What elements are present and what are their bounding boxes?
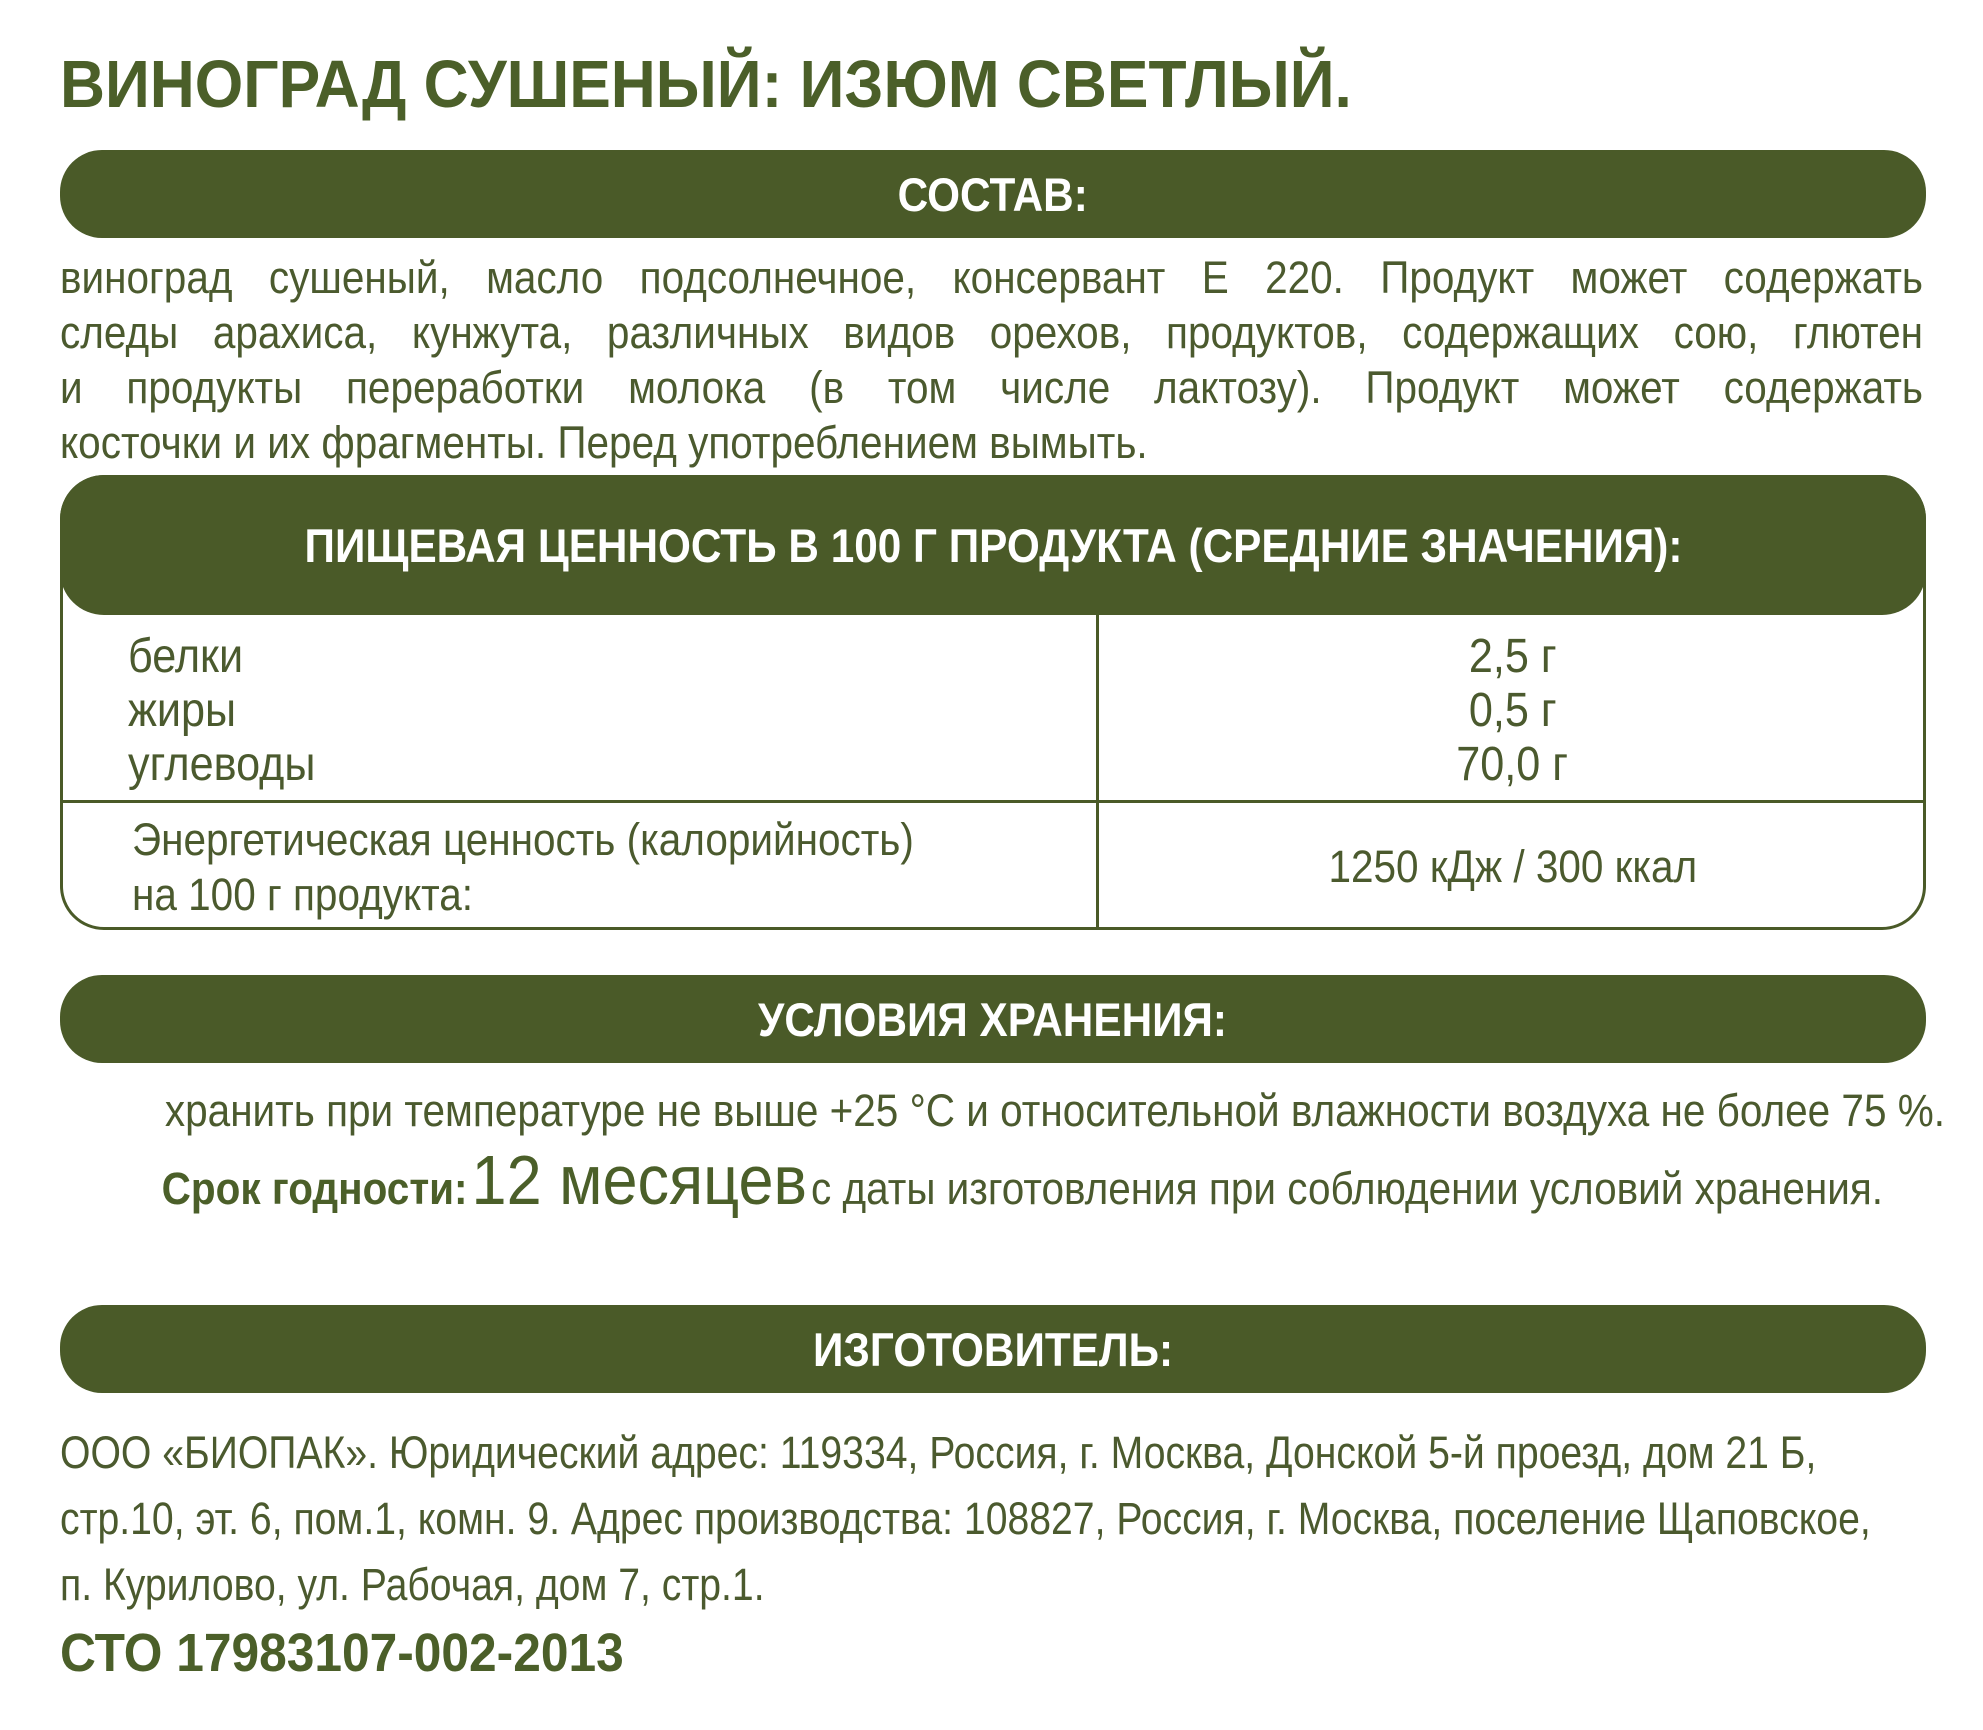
energy-label xyxy=(132,812,914,922)
manufacturer-line-2: стр.10, эт. 6, пом.1, комн. 9. Адрес производства: 108827, Россия, г. Москва, поселение Щаповское, xyxy=(60,1493,1871,1544)
manufacturer-text xyxy=(60,1420,1871,1618)
manufacturer-heading-bar xyxy=(60,1305,1926,1393)
composition-text xyxy=(60,250,1923,470)
manufacturer-heading: ИЗГОТОВИТЕЛЬ: xyxy=(812,1322,1174,1376)
manufacturer-line-1: ООО «БИОПАК». Юридический адрес: 119334, Россия, г. Москва, Донской 5-й проезд, дом 21 Б, xyxy=(60,1427,1817,1478)
nutrient-name-carbs: углеводы xyxy=(128,738,316,791)
standard-code: СТО 17983107-002-2013 xyxy=(60,1623,624,1683)
storage-conditions: хранить при температуре не выше +25 °С и относительной влажности воздуха не более 75 %. xyxy=(164,1085,1945,1136)
energy-label-line-1: Энергетическая ценность (калорийность) xyxy=(132,814,914,865)
table-row-divider xyxy=(60,800,1926,803)
energy-label-line-2: на 100 г продукта: xyxy=(132,869,474,920)
shelf-life-value: 12 месяцев xyxy=(471,1141,807,1219)
nutrient-name-protein: белки xyxy=(128,630,244,683)
shelf-life-rest: с даты изготовления при соблюдении условий хранения. xyxy=(810,1163,1884,1214)
nutrient-value-carbs: 70,0 г xyxy=(1456,738,1569,791)
composition-line-4: косточки и их фрагменты. Перед употреблением вымыть. xyxy=(60,417,1148,468)
manufacturer-line-3: п. Курилово, ул. Рабочая, дом 7, стр.1. xyxy=(60,1559,765,1610)
storage-heading: УСЛОВИЯ ХРАНЕНИЯ: xyxy=(758,992,1228,1046)
nutrition-heading-bar xyxy=(60,475,1926,615)
nutrient-value-protein: 2,5 г xyxy=(1468,630,1557,683)
composition-line-1: виноград сушеный, масло подсолнечное, консервант Е 220. Продукт может содержать xyxy=(60,252,1923,303)
nutrient-name-fat: жиры xyxy=(128,684,237,737)
shelf-life-label: Срок годности: xyxy=(161,1163,468,1214)
product-title: ВИНОГРАД СУШЕНЫЙ: ИЗЮМ СВЕТЛЫЙ. xyxy=(60,47,1352,122)
composition-line-3: и продукты переработки молока (в том числе лактозу). Продукт может содержать xyxy=(60,362,1923,413)
composition-heading: СОСТАВ: xyxy=(897,167,1089,221)
nutrient-value-fat: 0,5 г xyxy=(1468,684,1557,737)
composition-heading-bar xyxy=(60,150,1926,238)
shelf-life-line xyxy=(66,1140,1926,1220)
storage-heading-bar xyxy=(60,975,1926,1063)
energy-value: 1250 кДж / 300 ккал xyxy=(1328,841,1697,892)
nutrition-heading: ПИЩЕВАЯ ЦЕННОСТЬ В 100 Г ПРОДУКТА (СРЕДНИЕ ЗНАЧЕНИЯ): xyxy=(304,518,1682,572)
composition-line-2: следы арахиса, кунжута, различных видов орехов, продуктов, содержащих сою, глютен xyxy=(60,307,1923,358)
